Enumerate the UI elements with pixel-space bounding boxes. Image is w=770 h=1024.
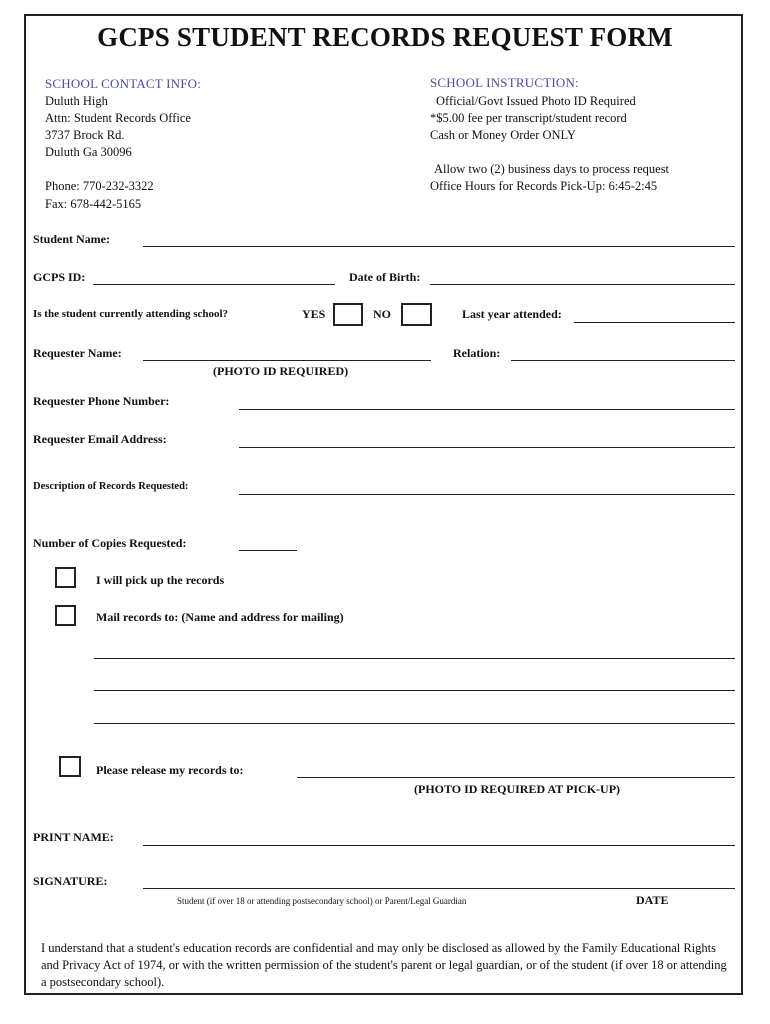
requester-email-label: Requester Email Address: [33,432,167,446]
mailing-address-line-3[interactable] [94,723,735,724]
pickup-label: I will pick up the records [96,573,225,587]
dob-label: Date of Birth: [349,270,421,284]
instruction-processing: Allow two (2) business days to process request [434,162,670,176]
gcps-id-label: GCPS ID: [33,270,86,284]
student-name-label: Student Name: [33,232,110,246]
copies-field[interactable] [239,550,297,551]
contact-line: Duluth Ga 30096 [45,145,132,159]
attending-question: Is the student currently attending school? [33,308,229,320]
yes-checkbox[interactable] [333,303,363,326]
date-label: DATE [636,893,669,907]
signature-label: SIGNATURE: [33,874,108,888]
signature-field[interactable] [143,888,735,889]
instruction-line: Official/Govt Issued Photo ID Required [436,94,636,108]
release-to-field[interactable] [297,777,735,778]
mail-checkbox[interactable] [55,605,76,626]
release-checkbox[interactable] [59,756,81,777]
contact-line: Attn: Student Records Office [45,111,191,125]
yes-label: YES [302,307,326,321]
description-label: Description of Records Requested: [33,481,189,492]
requester-name-field[interactable] [143,360,431,361]
contact-fax: Fax: 678-442-5165 [45,197,142,211]
description-field[interactable] [239,494,735,495]
student-name-field[interactable] [143,246,735,247]
mailing-address-line-1[interactable] [94,658,735,659]
signer-note: Student (if over 18 or attending postsecondary school) or Parent/Legal Guardian [177,896,467,906]
instruction-line: *$5.00 fee per transcript/student record [430,111,627,125]
photo-id-note: (PHOTO ID REQUIRED) [213,364,349,378]
last-year-label: Last year attended: [462,307,562,321]
no-label: NO [373,307,391,321]
form-title: GCPS STUDENT RECORDS REQUEST FORM [97,22,673,52]
school-instruction-block [430,93,636,144]
instruction-hours: Office Hours for Records Pick-Up: 6:45-2:45 [430,179,658,193]
requester-email-field[interactable] [239,447,735,448]
requester-phone-label: Requester Phone Number: [33,394,170,408]
no-checkbox[interactable] [401,303,432,326]
mail-label: Mail records to: (Name and address for mailing) [96,610,344,624]
contact-line: 3737 Brock Rd. [45,128,125,142]
dob-field[interactable] [430,284,735,285]
relation-label: Relation: [453,346,501,360]
print-name-label: PRINT NAME: [33,830,114,844]
instruction-line: Cash or Money Order ONLY [430,128,576,142]
requester-name-label: Requester Name: [33,346,122,360]
pickup-checkbox[interactable] [55,567,76,588]
school-instruction-heading: SCHOOL INSTRUCTION: [430,75,579,90]
contact-line: Duluth High [45,94,108,108]
school-contact-heading: SCHOOL CONTACT INFO: [45,76,202,91]
mailing-address-line-2[interactable] [94,690,735,691]
gcps-id-field[interactable] [93,284,335,285]
contact-phone: Phone: 770-232-3322 [45,179,154,193]
copies-label: Number of Copies Requested: [33,536,187,550]
school-contact-block [45,93,191,161]
privacy-disclaimer: I understand that a student's education records are confidential and may only be disclosed as allowed by the Family Educational Rights and Privacy Act of 1974, or with the written permission of the student's parent or legal guardian, or of the student (if over 18 or attending a postsecondary school). [41,941,727,989]
photo-id-pickup-note: (PHOTO ID REQUIRED AT PICK-UP) [414,782,621,796]
relation-field[interactable] [511,360,735,361]
requester-phone-field[interactable] [239,409,735,410]
last-year-field[interactable] [574,322,735,323]
print-name-field[interactable] [143,845,735,846]
release-label: Please release my records to: [96,763,244,777]
